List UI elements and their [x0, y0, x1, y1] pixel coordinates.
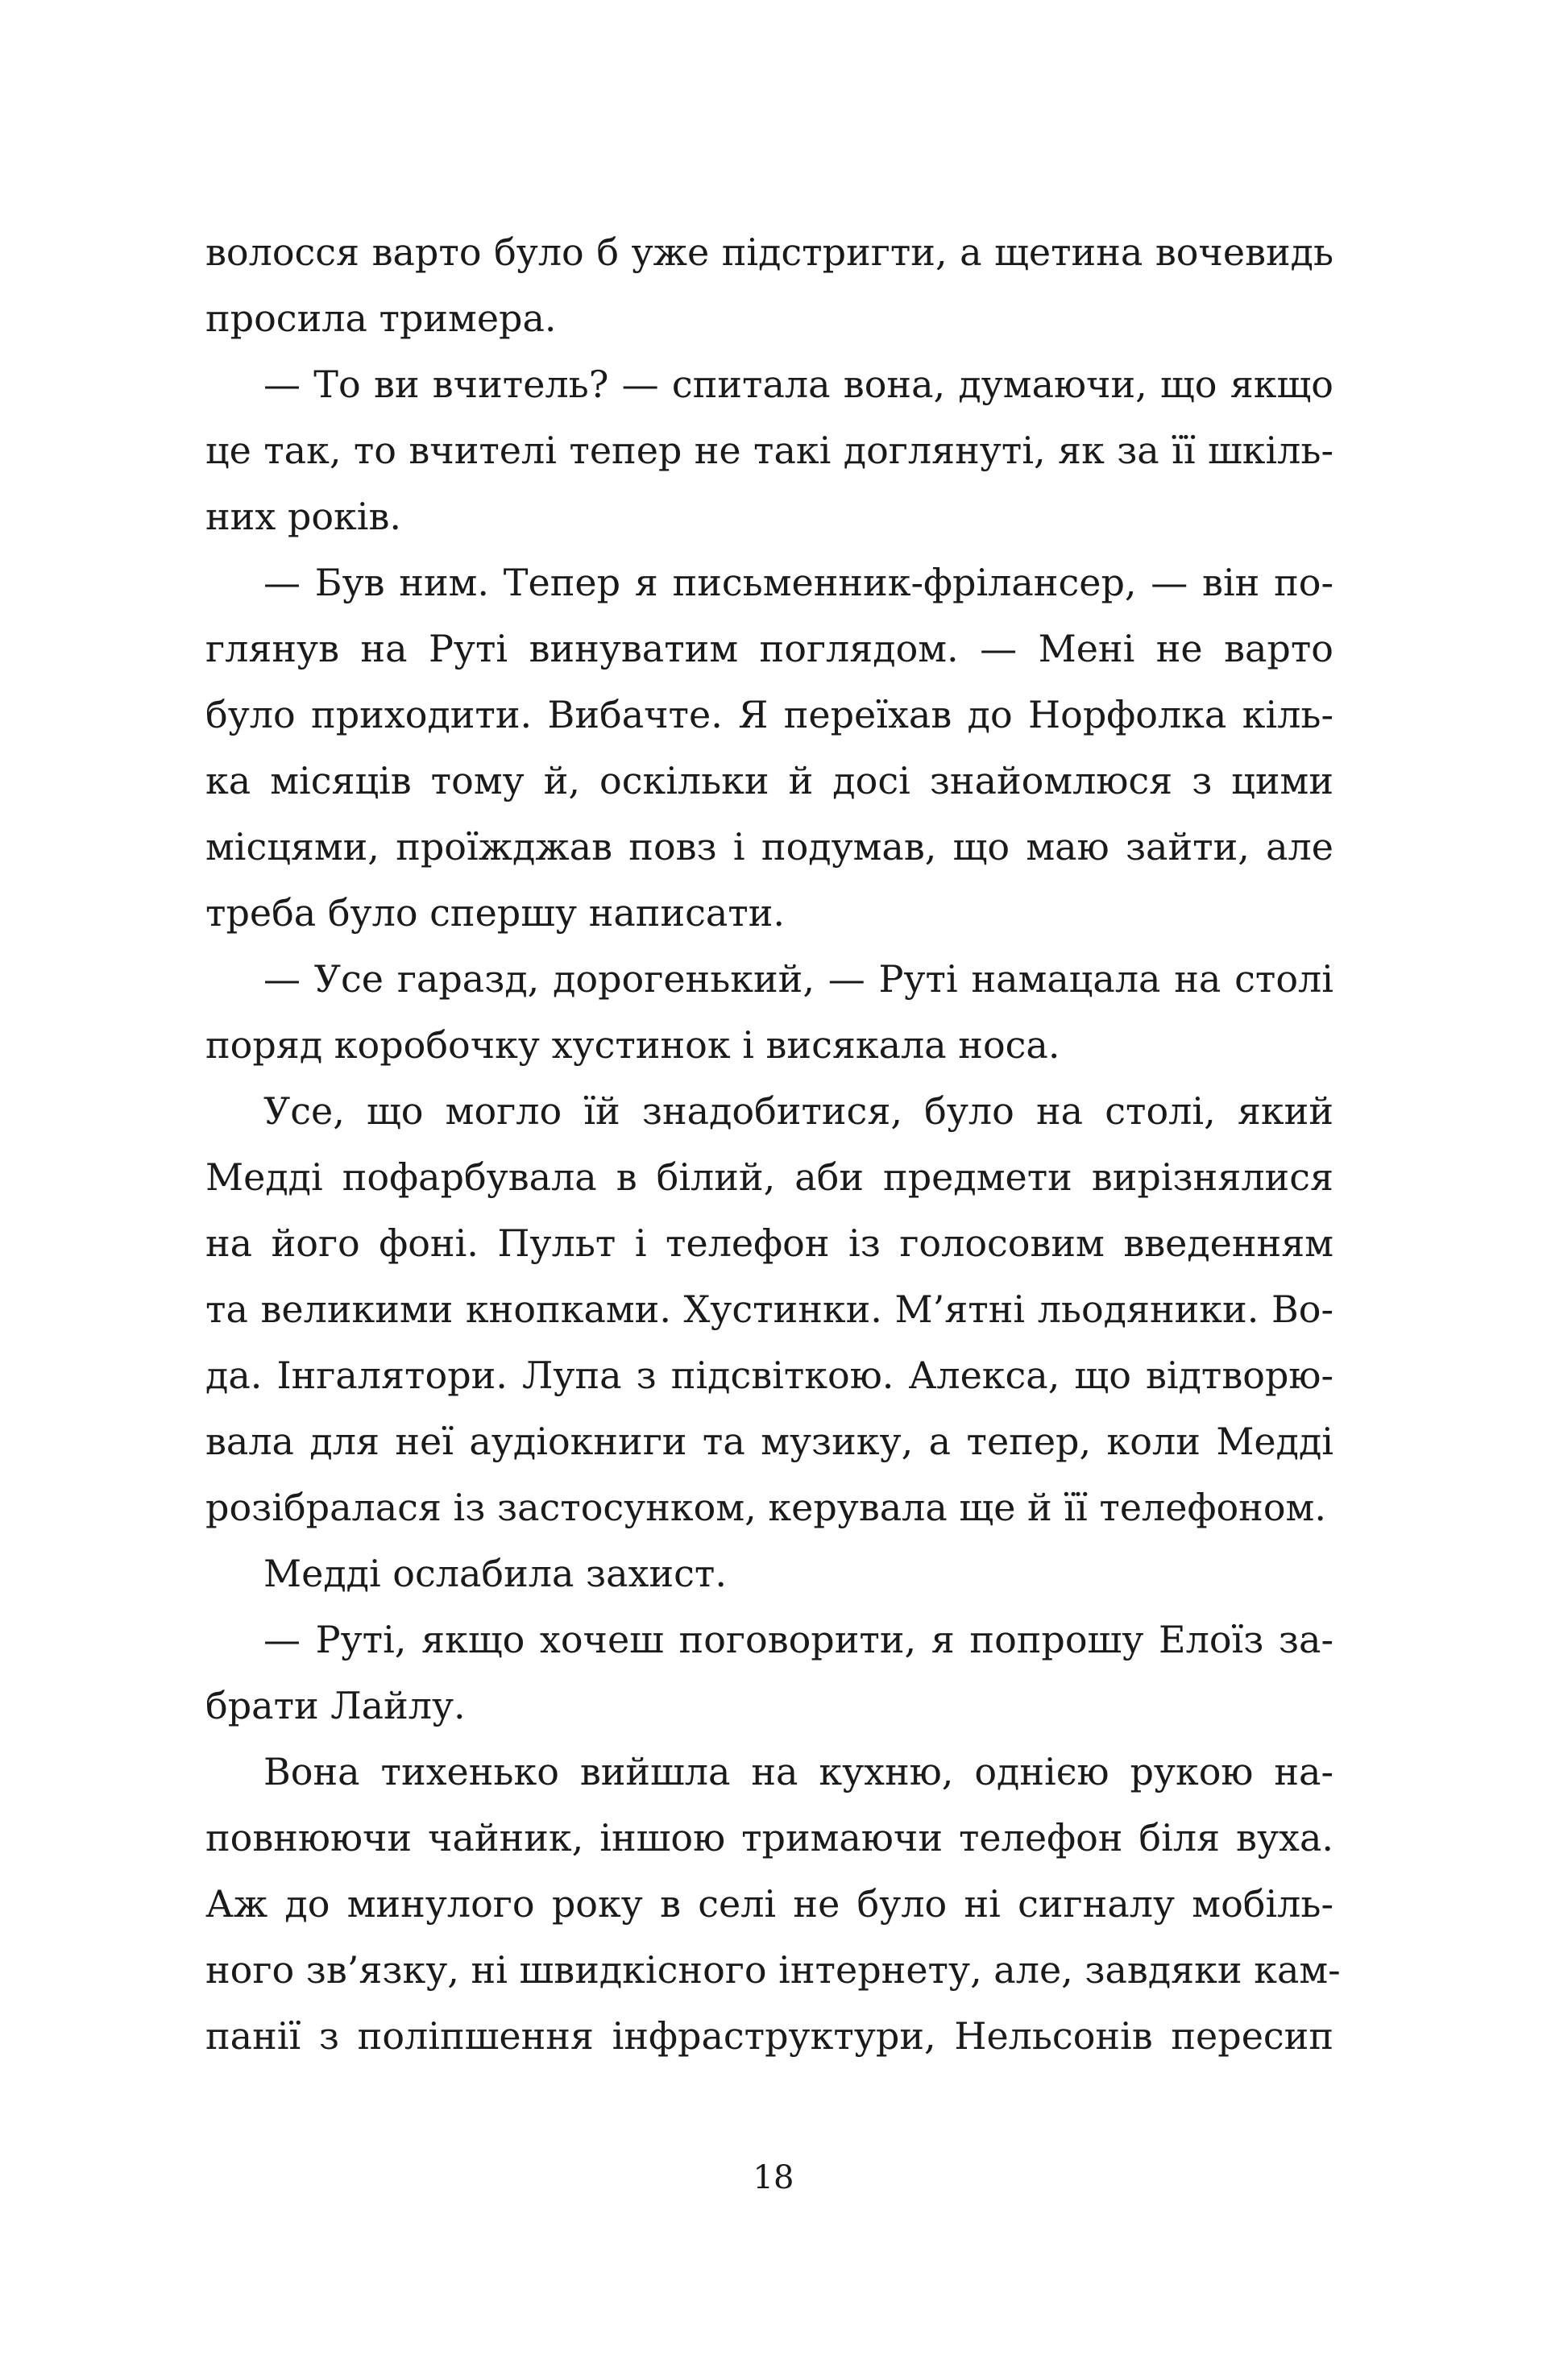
- text-line: було приходити. Вибачте. Я переїхав до Норфолка кіль-: [205, 693, 1333, 736]
- body-text: [205, 219, 1341, 2069]
- text-line: вала для неї аудіокниги та музику, а тепер, коли Медді: [205, 1420, 1333, 1463]
- text-line: — Був ним. Тепер я письменник-фрілансер, — він по-: [263, 561, 1333, 604]
- text-line: панії з поліпшення інфраструктури, Нельсонів пересип: [205, 2014, 1333, 2058]
- page-number: 18: [753, 2159, 794, 2196]
- text-line: Медді ослабила захист.: [263, 1552, 727, 1595]
- text-line: Усе, що могло їй знадобитися, було на столі, який: [263, 1089, 1333, 1133]
- text-line: поряд коробочку хустинок і висякала носа.: [205, 1023, 1060, 1067]
- text-line: на його фоні. Пульт і телефон із голосовим введенням: [205, 1221, 1333, 1265]
- text-line: брати Лайлу.: [205, 1684, 466, 1727]
- text-line: та великими кнопками. Хустинки. М’ятні льодяники. Во-: [205, 1287, 1333, 1331]
- text-line: волосся варто було б уже підстригти, а щетина вочевидь: [205, 230, 1333, 274]
- text-line: ка місяців тому й, оскільки й досі знайомлюся з цими: [205, 759, 1333, 802]
- text-line: да. Інгалятори. Лупа з підсвіткою. Алекса, що відтворю-: [205, 1354, 1333, 1397]
- text-line: глянув на Руті винуватим поглядом. — Мені не варто: [205, 627, 1333, 670]
- text-line: — Руті, якщо хочеш поговорити, я попрошу Елоїз за-: [263, 1618, 1333, 1661]
- text-line: Аж до минулого року в селі не було ні сигналу мобіль-: [205, 1882, 1333, 1926]
- text-line: — То ви вчитель? — спитала вона, думаючи, що якщо: [263, 363, 1333, 406]
- text-line: Вона тихенько вийшла на кухню, однією рукою на-: [263, 1750, 1333, 1793]
- text-line: — Усе гаразд, дорогенький, — Руті намацала на столі: [263, 957, 1333, 1001]
- text-line: Медді пофарбувала в білий, аби предмети вирізнялися: [205, 1155, 1333, 1199]
- text-line: місцями, проїжджав повз і подумав, що маю зайти, але: [205, 825, 1333, 869]
- text-line: треба було спершу написати.: [205, 891, 786, 935]
- text-line: розібралася із застосунком, керувала ще й її телефоном.: [205, 1486, 1326, 1529]
- text-line: ного зв’язку, ні швидкісного інтернету, але, завдяки кам-: [205, 1948, 1341, 1992]
- text-line: повнюючи чайник, іншою тримаючи телефон біля вуха.: [205, 1816, 1333, 1860]
- text-line: просила тримера.: [205, 296, 557, 340]
- text-line: них років.: [205, 495, 402, 538]
- text-line: це так, то вчителі тепер не такі доглянуті, як за її шкіль-: [205, 429, 1333, 472]
